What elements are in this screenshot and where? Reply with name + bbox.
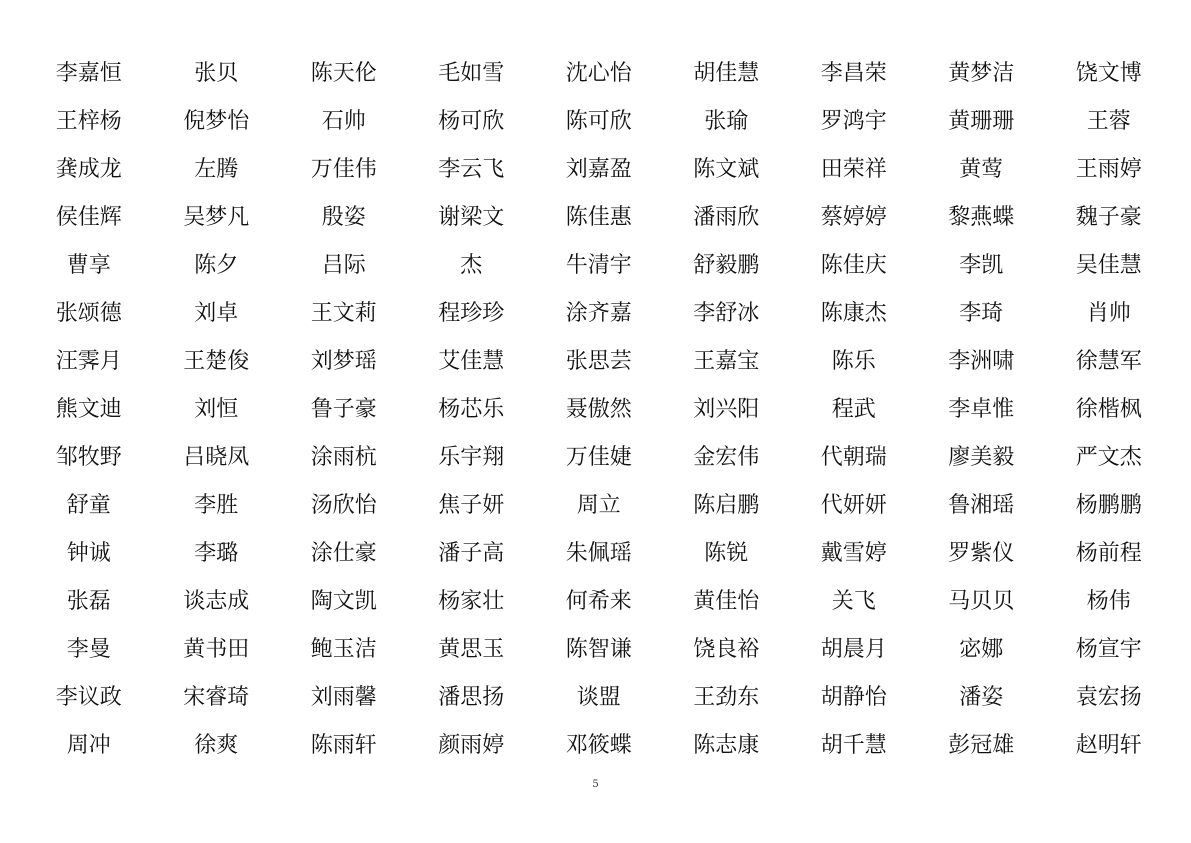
name-cell: 谢梁文	[438, 205, 505, 230]
name-cell: 焦子妍	[438, 493, 505, 518]
name-cell: 陶文凯	[310, 589, 377, 614]
name-cell: 李云飞	[438, 157, 505, 182]
name-cell: 杨芯乐	[438, 397, 505, 422]
name-cell: 陈雨轩	[310, 733, 377, 758]
name-cell: 钟诚	[66, 541, 111, 566]
name-cell: 李昌荣	[820, 61, 887, 86]
name-cell: 刘雨馨	[310, 685, 377, 710]
name-cell: 李琦	[959, 301, 1004, 326]
name-cell: 涂仕豪	[310, 541, 377, 566]
name-cell: 谈志成	[183, 589, 250, 614]
name-cell: 代妍妍	[820, 493, 887, 518]
name-cell: 杨鹏鹏	[1075, 493, 1142, 518]
name-cell: 曹享	[66, 253, 111, 278]
name-cell: 王梓杨	[55, 109, 122, 134]
name-cell: 朱佩瑶	[565, 541, 632, 566]
name-cell: 陈夕	[194, 253, 239, 278]
name-cell: 乐宇翔	[438, 445, 505, 470]
name-cell: 王雨婷	[1075, 157, 1142, 182]
name-cell: 罗鸿宇	[820, 109, 887, 134]
name-cell: 涂齐嘉	[565, 301, 632, 326]
name-cell: 李璐	[194, 541, 239, 566]
name-cell: 胡晨月	[820, 637, 887, 662]
name-cell: 牛清宇	[565, 253, 632, 278]
name-cell: 黄书田	[183, 637, 250, 662]
name-cell: 潘雨欣	[693, 205, 760, 230]
name-cell: 彭冠雄	[948, 733, 1015, 758]
name-cell: 戴雪婷	[820, 541, 887, 566]
name-cell: 廖美毅	[948, 445, 1015, 470]
name-cell: 陈文斌	[693, 157, 760, 182]
name-cell: 倪梦怡	[183, 109, 250, 134]
name-cell: 张思芸	[565, 349, 632, 374]
name-cell: 宓娜	[959, 637, 1004, 662]
name-cell: 胡千慧	[820, 733, 887, 758]
name-cell: 黄莺	[959, 157, 1004, 182]
name-cell: 刘恒	[194, 397, 239, 422]
name-cell: 邓筱蝶	[565, 733, 632, 758]
name-cell: 周立	[576, 493, 621, 518]
name-cell: 王文莉	[310, 301, 377, 326]
name-cell: 金宏伟	[693, 445, 760, 470]
name-cell: 杨宣宇	[1075, 637, 1142, 662]
name-cell: 谈盟	[576, 685, 621, 710]
name-cell: 艾佳慧	[438, 349, 505, 374]
name-cell: 左腾	[194, 157, 239, 182]
name-cell: 黄珊珊	[948, 109, 1015, 134]
name-cell: 刘梦瑶	[310, 349, 377, 374]
name-cell: 刘嘉盈	[565, 157, 632, 182]
name-cell: 张瑜	[704, 109, 749, 134]
name-cell: 汪霁月	[55, 349, 122, 374]
name-cell: 杨前程	[1075, 541, 1142, 566]
name-cell: 刘卓	[194, 301, 239, 326]
name-cell: 蔡婷婷	[820, 205, 887, 230]
name-cell: 李嘉恒	[55, 61, 122, 86]
name-cell: 邹牧野	[55, 445, 122, 470]
name-cell: 鲁子豪	[310, 397, 377, 422]
name-cell: 潘子高	[438, 541, 505, 566]
name-cell: 陈启鹏	[693, 493, 760, 518]
name-cell: 胡静怡	[820, 685, 887, 710]
name-cell: 袁宏扬	[1075, 685, 1142, 710]
name-cell: 何希来	[565, 589, 632, 614]
name-cell: 程珍珍	[438, 301, 505, 326]
name-cell: 沈心怡	[565, 61, 632, 86]
name-cell: 张颂德	[55, 301, 122, 326]
name-cell: 李凯	[959, 253, 1004, 278]
name-cell: 严文杰	[1075, 445, 1142, 470]
name-cell: 李舒冰	[693, 301, 760, 326]
name-cell: 代朝瑞	[820, 445, 887, 470]
name-cell: 陈天伦	[310, 61, 377, 86]
name-cell: 鲍玉洁	[310, 637, 377, 662]
name-cell: 田荣祥	[820, 157, 887, 182]
name-cell: 殷姿	[321, 205, 366, 230]
name-cell: 肖帅	[1086, 301, 1131, 326]
page-number: 5	[592, 779, 599, 790]
name-cell: 吴佳慧	[1075, 253, 1142, 278]
name-cell: 杨家壮	[438, 589, 505, 614]
name-cell: 汤欣怡	[310, 493, 377, 518]
name-cell: 颜雨婷	[438, 733, 505, 758]
name-cell: 涂雨杭	[310, 445, 377, 470]
name-cell: 黄思玉	[438, 637, 505, 662]
name-cell: 王楚俊	[183, 349, 250, 374]
name-cell: 李胜	[194, 493, 239, 518]
name-cell: 陈佳庆	[820, 253, 887, 278]
name-cell: 鲁湘瑶	[948, 493, 1015, 518]
name-cell: 王蓉	[1086, 109, 1131, 134]
name-cell: 魏子豪	[1075, 205, 1142, 230]
name-cell: 陈佳惠	[565, 205, 632, 230]
name-cell: 石帅	[321, 109, 366, 134]
name-cell: 关飞	[831, 589, 876, 614]
name-cell: 舒童	[66, 493, 111, 518]
name-cell: 罗紫仪	[948, 541, 1015, 566]
name-cell: 陈康杰	[820, 301, 887, 326]
name-cell: 舒毅鹏	[693, 253, 760, 278]
name-cell: 饶良裕	[693, 637, 760, 662]
name-cell: 李议政	[55, 685, 122, 710]
name-cell: 宋睿琦	[183, 685, 250, 710]
name-cell: 程武	[831, 397, 876, 422]
name-cell: 吴梦凡	[183, 205, 250, 230]
name-cell: 陈志康	[693, 733, 760, 758]
name-cell: 赵明轩	[1075, 733, 1142, 758]
name-cell: 李卓惟	[948, 397, 1015, 422]
name-cell: 黄梦洁	[948, 61, 1015, 86]
name-cell: 万佳伟	[310, 157, 377, 182]
name-cell: 杨伟	[1086, 589, 1131, 614]
name-cell: 李曼	[66, 637, 111, 662]
name-cell: 聂傲然	[565, 397, 632, 422]
name-cell: 王劲东	[693, 685, 760, 710]
name-cell: 张磊	[66, 589, 111, 614]
name-cell: 黄佳怡	[693, 589, 760, 614]
name-cell: 潘姿	[959, 685, 1004, 710]
name-cell: 陈锐	[704, 541, 749, 566]
name-cell: 黎燕蝶	[948, 205, 1015, 230]
name-cell: 龚成龙	[55, 157, 122, 182]
name-cell: 毛如雪	[438, 61, 505, 86]
name-cell: 潘思扬	[438, 685, 505, 710]
name-cell: 杨可欣	[438, 109, 505, 134]
name-cell: 刘兴阳	[693, 397, 760, 422]
name-cell: 张贝	[194, 61, 239, 86]
name-cell: 马贝贝	[948, 589, 1015, 614]
name-cell: 徐慧军	[1075, 349, 1142, 374]
name-cell: 王嘉宝	[693, 349, 760, 374]
name-cell: 周冲	[66, 733, 111, 758]
name-cell: 杰	[460, 253, 483, 278]
name-cell: 侯佳辉	[55, 205, 122, 230]
name-cell: 熊文迪	[55, 397, 122, 422]
name-cell: 吕晓凤	[183, 445, 250, 470]
name-list-grid	[25, 50, 1173, 770]
name-cell: 陈乐	[831, 349, 876, 374]
name-cell: 陈智谦	[565, 637, 632, 662]
name-cell: 吕际	[321, 253, 366, 278]
name-cell: 徐楷枫	[1075, 397, 1142, 422]
name-cell: 万佳婕	[565, 445, 632, 470]
name-cell: 李洲啸	[948, 349, 1015, 374]
name-cell: 饶文博	[1075, 61, 1142, 86]
name-cell: 徐爽	[194, 733, 239, 758]
name-cell: 陈可欣	[565, 109, 632, 134]
name-cell: 胡佳慧	[693, 61, 760, 86]
